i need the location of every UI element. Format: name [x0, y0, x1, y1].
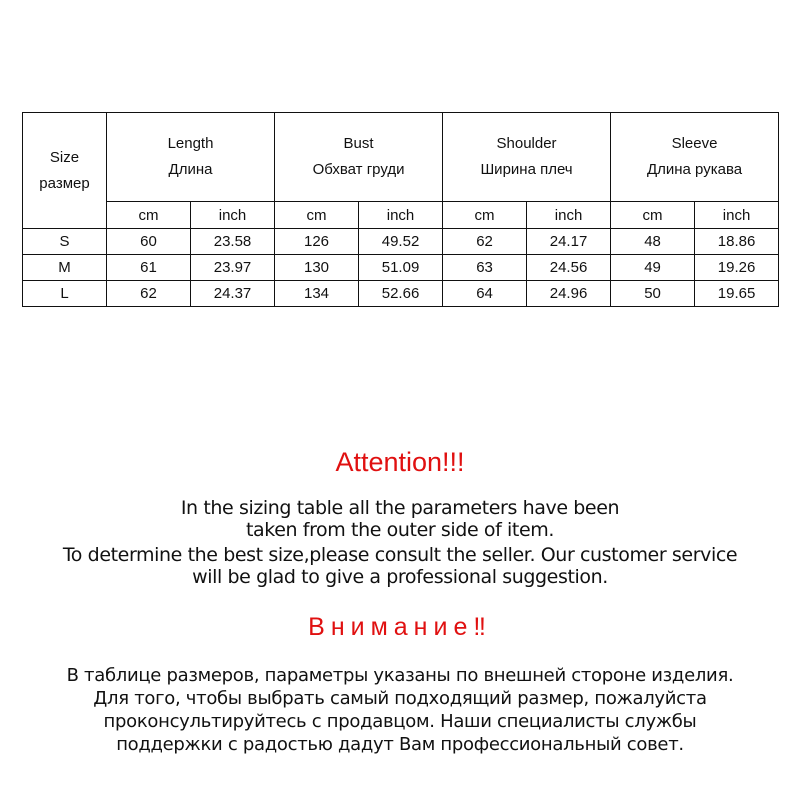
- table-row-size-s: [23, 229, 779, 255]
- notice-en-line: will be glad to give a professional suggestion.: [192, 566, 608, 588]
- length-header-en: Length: [167, 135, 214, 152]
- unit-cm-header: cm: [275, 202, 359, 229]
- table-cell: 61: [107, 255, 191, 281]
- table-cell: 19.65: [695, 281, 779, 307]
- notice-en-paragraph-1: [0, 497, 800, 541]
- sleeve-header-en: Sleeve: [671, 135, 718, 152]
- size-header-ru: размер: [39, 174, 90, 192]
- table-cell: 24.37: [191, 281, 275, 307]
- notice-ru-line: Для того, чтобы выбрать самый подходящий размер, пожалуйста: [93, 688, 707, 709]
- table-cell: 18.86: [695, 229, 779, 255]
- table-cell: 134: [275, 281, 359, 307]
- bust-header: [275, 113, 443, 202]
- table-cell: 24.56: [527, 255, 611, 281]
- size-cell: S: [23, 229, 107, 255]
- table-cell: 49.52: [359, 229, 443, 255]
- table-cell: 52.66: [359, 281, 443, 307]
- unit-cm-header: cm: [107, 202, 191, 229]
- unit-inch-header: inch: [191, 202, 275, 229]
- table-cell: 50: [611, 281, 695, 307]
- shoulder-header-ru: Ширина плеч: [480, 161, 573, 178]
- notice-en-line: taken from the outer side of item.: [245, 519, 554, 541]
- notice-en-line: To determine the best size,please consult the seller. Our customer service: [62, 544, 738, 566]
- shoulder-header-en: Shoulder: [496, 135, 557, 152]
- unit-cm-header: cm: [611, 202, 695, 229]
- table-cell: 23.97: [191, 255, 275, 281]
- shoulder-header: [443, 113, 611, 202]
- bust-header-ru: Обхват груди: [312, 161, 405, 178]
- table-cell: 64: [443, 281, 527, 307]
- notice-ru-line: В таблице размеров, параметры указаны по внешней стороне изделия.: [66, 665, 734, 686]
- length-header: [107, 113, 275, 202]
- bust-header-en: Bust: [343, 135, 374, 152]
- table-cell: 130: [275, 255, 359, 281]
- table-cell: 60: [107, 229, 191, 255]
- size-column-header: [23, 113, 107, 229]
- table-row-size-m: [23, 255, 779, 281]
- unit-inch-header: inch: [359, 202, 443, 229]
- table-cell: 126: [275, 229, 359, 255]
- notice-ru-line: поддержки с радостью дадут Вам профессиональный совет.: [116, 734, 684, 755]
- table-row-size-l: [23, 281, 779, 307]
- table-cell: 24.96: [527, 281, 611, 307]
- table-cell: 24.17: [527, 229, 611, 255]
- notice-en-line: In the sizing table all the parameters have been: [180, 497, 620, 519]
- table-cell: 63: [443, 255, 527, 281]
- unit-inch-header: inch: [527, 202, 611, 229]
- sleeve-header-ru: Длина рукава: [646, 161, 743, 178]
- table-cell: 62: [443, 229, 527, 255]
- attention-heading-en: Attention!!!: [335, 447, 465, 477]
- table-cell: 51.09: [359, 255, 443, 281]
- size-chart-table: [22, 112, 779, 307]
- notice-text-ru: [0, 664, 800, 756]
- unit-inch-header: inch: [695, 202, 779, 229]
- notice-text-en: [0, 497, 800, 588]
- unit-cm-header: cm: [443, 202, 527, 229]
- table-cell: 49: [611, 255, 695, 281]
- size-cell: M: [23, 255, 107, 281]
- table-cell: 19.26: [695, 255, 779, 281]
- attention-heading-ru: Внимание‼: [308, 613, 492, 641]
- size-header-en: Size: [49, 148, 80, 166]
- table-cell: 62: [107, 281, 191, 307]
- table-cell: 48: [611, 229, 695, 255]
- size-cell: L: [23, 281, 107, 307]
- notice-en-paragraph-2: [0, 544, 800, 588]
- length-header-ru: Длина: [168, 161, 213, 178]
- table-cell: 23.58: [191, 229, 275, 255]
- notice-ru-line: проконсультируйтесь с продавцом. Наши специалисты службы: [103, 711, 697, 732]
- sleeve-header: [611, 113, 779, 202]
